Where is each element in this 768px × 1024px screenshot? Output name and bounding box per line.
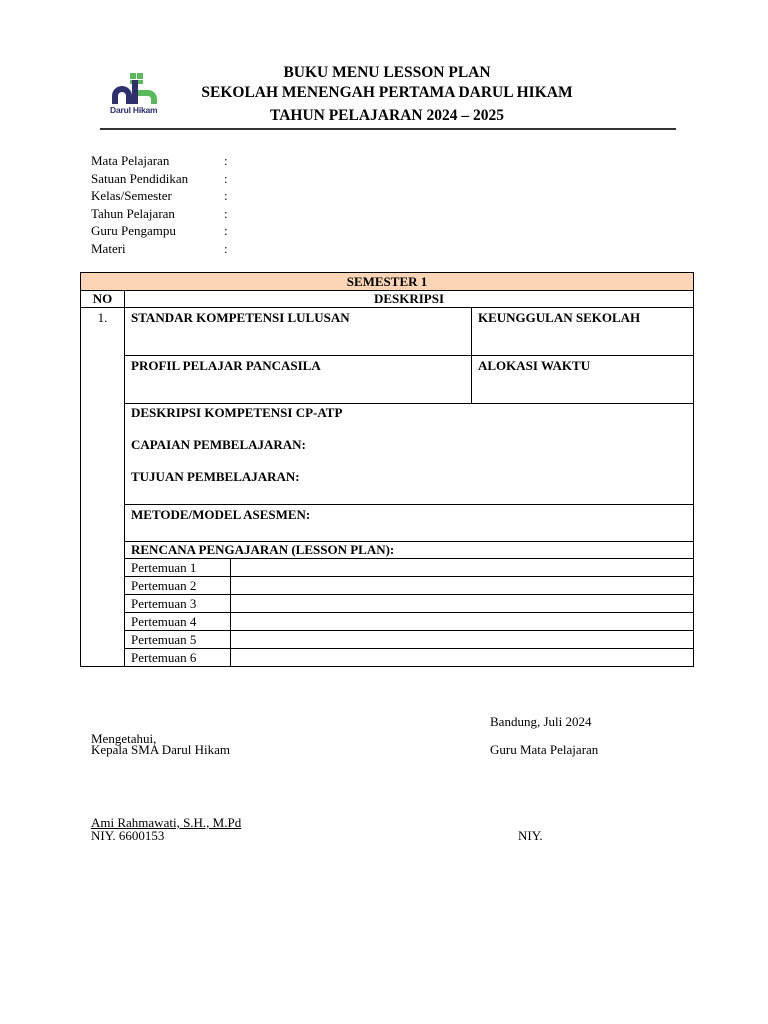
mengetahui-label: Mengetahui, (91, 731, 157, 746)
row-number: 1. (81, 308, 125, 667)
kepala-name: Ami Rahmawati, S.H., M.Pd (91, 815, 242, 830)
guru-title: Guru Mata Pelajaran (490, 742, 599, 757)
field-colon: : (224, 188, 228, 203)
academic-year: TAHUN PELAJARAN 2024 – 2025 (270, 107, 504, 124)
field-label: Satuan Pendidikan (91, 170, 189, 186)
logo-text: Darul Hikam (110, 105, 158, 115)
field-colon: : (224, 223, 228, 238)
kepala-niy: NIY. 6600153 (91, 828, 165, 843)
field-colon: : (224, 153, 228, 168)
field-label: Tahun Pelajaran (91, 205, 175, 221)
keunggulan-cell: KEUNGGULAN SEKOLAH (472, 308, 694, 356)
pertemuan-label: Pertemuan 4 (125, 613, 231, 630)
kepala-title: Kepala SMA Darul Hikam (91, 742, 231, 757)
tujuan-label: TUJUAN PEMBELAJARAN: (131, 469, 300, 484)
cp-atp-label: DESKRIPSI KOMPETENSI CP-ATP (131, 405, 343, 420)
cp-atp-cell (125, 404, 694, 505)
pertemuan-list (125, 559, 694, 667)
pertemuan-label: Pertemuan 2 (125, 577, 231, 594)
pertemuan-label: Pertemuan 3 (125, 595, 231, 612)
field-label: Guru Pengampu (91, 223, 176, 238)
col-desc-header: DESKRIPSI (125, 291, 694, 308)
header-divider (100, 128, 676, 130)
place-date: Bandung, Juli 2024 (490, 714, 592, 729)
pertemuan-row (125, 630, 693, 648)
pertemuan-row (125, 612, 693, 630)
alokasi-cell: ALOKASI WAKTU (472, 356, 694, 404)
pertemuan-row (125, 559, 693, 576)
profil-cell: PROFIL PELAJAR PANCASILA (125, 356, 472, 404)
field-label: Materi (91, 240, 126, 256)
skl-cell: STANDAR KOMPETENSI LULUSAN (125, 308, 472, 356)
field-colon: : (224, 205, 228, 221)
school-name: SEKOLAH MENENGAH PERTAMA DARUL HIKAM (201, 84, 573, 101)
semester-header: SEMESTER 1 (81, 273, 694, 291)
pertemuan-row (125, 576, 693, 594)
doc-title: BUKU MENU LESSON PLAN (283, 64, 491, 81)
metode-cell: METODE/MODEL ASESMEN: (125, 505, 694, 542)
field-label: Mata Pelajaran (91, 153, 170, 168)
pertemuan-label: Pertemuan 1 (125, 559, 231, 576)
field-colon: : (224, 240, 228, 256)
pertemuan-label: Pertemuan 5 (125, 631, 231, 648)
col-no-header: NO (81, 291, 125, 308)
capaian-label: CAPAIAN PEMBELAJARAN: (131, 437, 306, 452)
pertemuan-row (125, 648, 693, 666)
pertemuan-label: Pertemuan 6 (125, 649, 231, 666)
rencana-cell: RENCANA PENGAJARAN (LESSON PLAN): (125, 542, 694, 559)
guru-niy: NIY. (518, 828, 543, 843)
pertemuan-row (125, 594, 693, 612)
field-label: Kelas/Semester (91, 188, 172, 203)
lesson-plan-table (80, 272, 694, 667)
field-colon: : (224, 170, 228, 186)
